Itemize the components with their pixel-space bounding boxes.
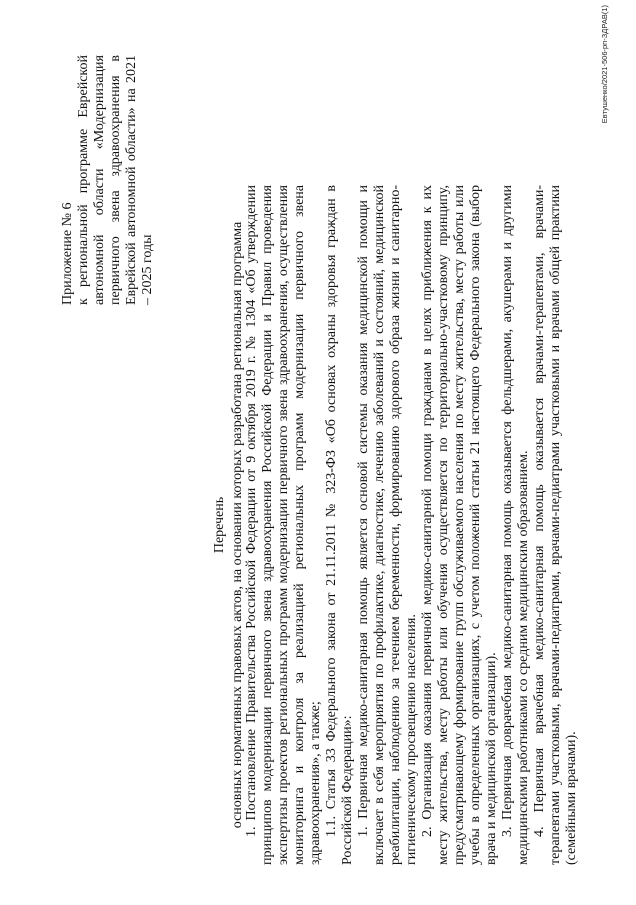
document-title-block xyxy=(212,185,246,865)
document-title: Перечень xyxy=(212,496,227,554)
document-footer-code: Евтушенко/2021-506-рп-ЗДРАВ(1) xyxy=(600,5,609,124)
paragraph-point-4: 4. Первичная врачебная медико-санитарная помощь оказывается врачами-терапевтами, врачами-терапевтами участковыми, врачами-педиатрами, врачами-педиатрами участковыми и врачами общей практики (семейными врачами). xyxy=(532,185,579,865)
document-subtitle: основных нормативных правовых актов, на основании которых разработана региональная программа xyxy=(230,221,245,829)
appendix-reference: к региональной программе Еврейской автономной области «Модернизация первичного звена здравоохранения в Еврейской автономной области» на 2021 – 2025 годы xyxy=(76,55,155,305)
appendix-number: Приложение № 6 xyxy=(60,202,75,305)
paragraph-article-33: 1.1. Статья 33 Федерального закона от 21.11.2011 № 323-ФЗ «Об основах охраны здоровья граждан в Российской Федерации»: xyxy=(324,185,355,865)
appendix-header xyxy=(60,55,156,305)
paragraph-point-1: 1. Первичная медико-санитарная помощь является основой системы оказания медицинской помощи и включает в себя мероприятия по профилактике, диагностике, лечению заболеваний и состояний, медицинской реабилитации, наблюдению за течением беременности, формированию здорового образа жизни и санитарно-гигиеническому просвещению населения. xyxy=(356,185,419,865)
paragraph-point-2: 2. Организация оказания первичной медико-санитарной помощи гражданам в целях приближения к их месту жительства, месту работы или обучения осуществляется по территориально-участковому принципу, предусматривающему формирование групп обслуживаемого населения по месту жительства, месту работы или учебы в определенных организациях, с учетом положений статьи 21 настоящего Федерального закона (выбор врача и медицинской организации). xyxy=(420,185,499,865)
paragraph-point-3: 3. Первичная доврачебная медико-санитарная помощь оказывается фельдшерами, акушерами и другими медицинскими работниками со средним медицинским образованием. xyxy=(500,185,531,865)
document-body xyxy=(244,185,580,865)
paragraph-decree-1304: 1. Постановление Правительства Российской Федерации от 9 октября 2019 г. № 1304 «Об утверждении принципов модернизации первичного звена здравоохранения Российской Федерации и Правил проведения экспертизы проектов региональных программ модернизации первичного звена здравоохранения, осуществления мониторинга и контроля за реализацией региональных программ модернизации первичного звена здравоохранения», а также; xyxy=(244,185,323,865)
